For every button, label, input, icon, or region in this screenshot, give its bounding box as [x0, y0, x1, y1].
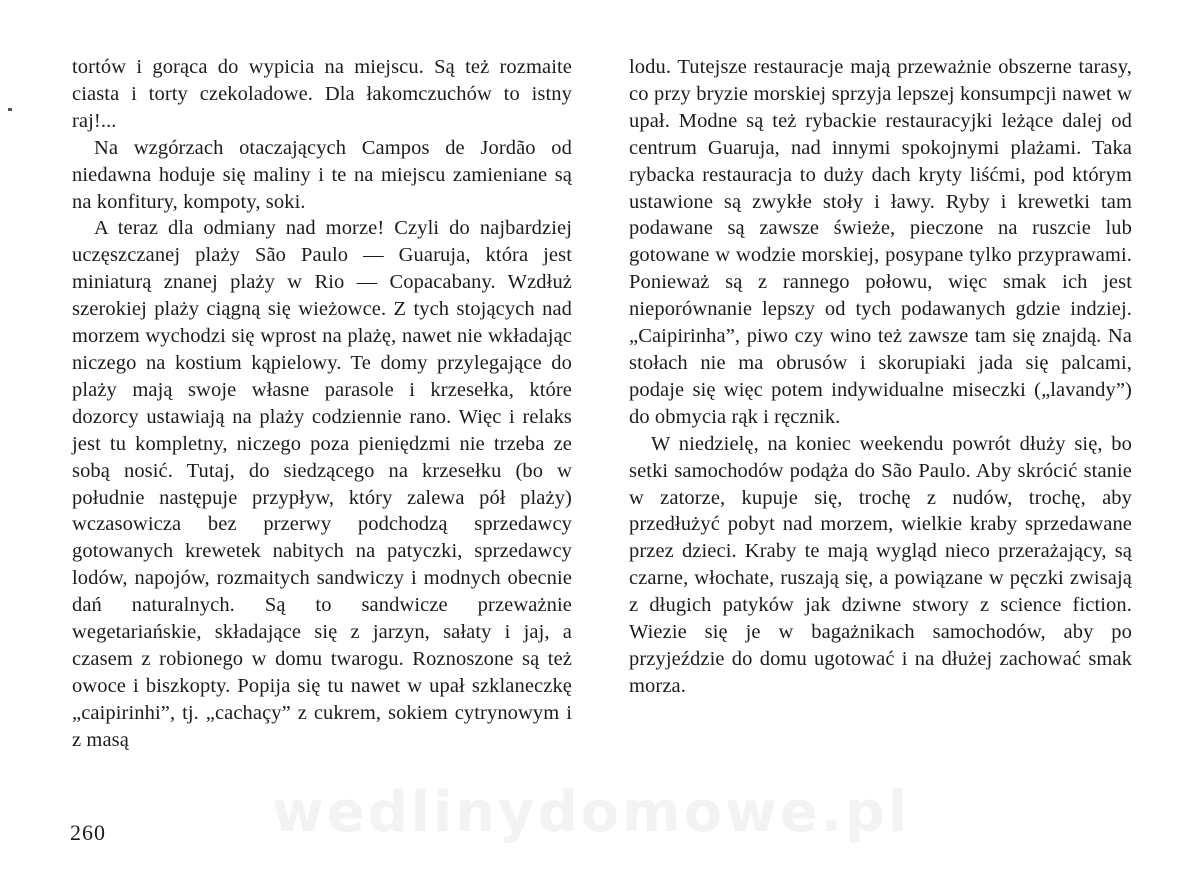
left-page-column [72, 54, 572, 754]
left-paragraph-2: Na wzgórzach otaczających Campos de Jordão od niedawna hoduje się maliny i te na miejscu zamieniane są na konfitury, kompoty, soki. [72, 136, 572, 213]
left-paragraph-1: tortów i gorąca do wypicia na miejscu. Są też rozmaite ciasta i torty czekoladowe. Dla łakomczuchów to istny raj!... [72, 56, 572, 132]
watermark: wedlinydomowe.pl [272, 780, 911, 845]
right-page-column [629, 54, 1132, 700]
right-paragraph-2: W niedzielę, na koniec weekendu powrót dłuży się, bo setki samochodów podąża do São Paulo. Aby skrócić stanie w zatorze, kupuje się, trochę z nudów, trochę, aby przedłużyć pobyt nad morzem, wielkie kraby sprzedawane przez dzieci. Kraby te mają wygląd nieco przerażający, są czarne, włochate, ruszają się, a powiązane w pęczki zwisają z długich patyków jak dziwne stwory z science fiction. Wiezie się je w bagażnikach samochodów, aby po przyjeździe do domu ugotować i na dłużej zachować smak morza. [629, 432, 1132, 697]
page-number: 260 [70, 820, 106, 845]
right-paragraph-1: lodu. Tutejsze restauracje mają przeważnie obszerne tarasy, co przy bryzie morskiej sprzyja lepszej konsumpcji nawet w upał. Modne są też rybackie restauracyjki leżące dalej od centrum Guaruja, nad innymi spokojnymi plażami. Taka rybacka restauracja to duży dach kryty liśćmi, pod którym ustawione są zwykłe stoły i ławy. Ryby i krewetki tam podawane są zawsze świeże, pieczone na ruszcie lub gotowane w wodzie morskiej, posypane tylko przyprawami. Ponieważ są z rannego połowu, więc smak ich jest nieporównanie lepszy od tych podawanych gdzie indziej. „Caipirinha”, piwo czy wino też zawsze tam się znajdą. Na stołach nie ma obrusów i skorupiaki jada się palcami, podaje się więc potem indywidualne miseczki („lavandy”) do obmycia rąk i ręcznik. [629, 56, 1132, 428]
left-paragraph-3: A teraz dla odmiany nad morze! Czyli do najbardziej uczęszczanej plaży São Paulo — Guaruja, która jest miniaturą znanej plaży w Rio — Copacabany. Wzdłuż szerokiej plaży ciągną się wieżowce. Z tych stojących nad morzem wychodzi się wprost na plażę, nawet nie wkładając niczego na kostium kąpielowy. Te domy przylegające do plaży mają swoje własne parasole i krzesełka, które dozorcy ustawiają na plaży codziennie rano. Więc i relaks jest tu kompletny, niczego poza pieniędzmi nie trzeba ze sobą nosić. Tutaj, do siedzącego na krzesełku (bo w południe następuje przypływ, który zalewa pół plaży) wczasowicza bez przerwy podchodzą sprzedawcy gotowanych krewetek nabitych na patyczki, sprzedawcy lodów, napojów, rozmaitych sandwiczy i modnych obecnie dań naturalnych. Są to sandwicze przeważnie wegetariańskie, składające się z jarzyn, sałaty i jaj, a czasem z robionego w domu twarogu. Roznoszone są też owoce i biszkopty. Popija się tu nawet w upał szklaneczkę „caipirinhi”, tj. „cachaçy” z cukrem, sokiem cytrynowym i z masą [72, 217, 572, 751]
scan-mark [8, 108, 12, 111]
